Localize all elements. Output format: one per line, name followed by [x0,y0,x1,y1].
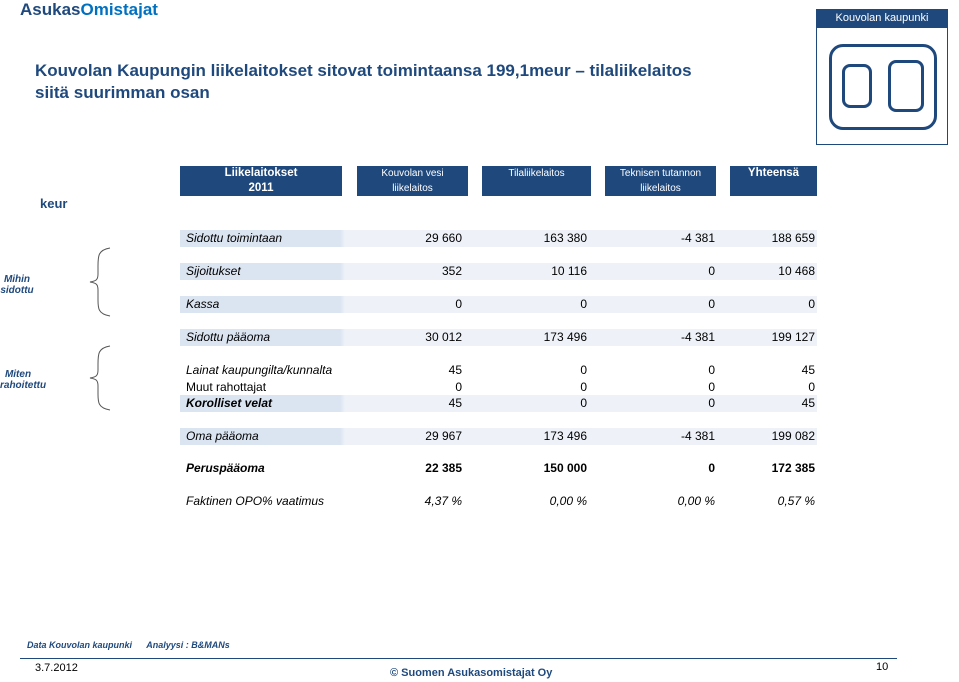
cell-value: -4 381 [680,429,715,443]
header-graphic-shape-right [888,60,924,112]
table-row [180,329,817,346]
row-label: Peruspääoma [186,461,265,475]
cell-value: 188 659 [771,231,815,245]
header-graphic-frame [829,44,937,130]
cell-value: 0 [708,461,715,475]
logo [20,0,158,20]
cell-value: 0 [580,297,587,311]
footer-divider [20,658,897,659]
cell-value: 173 496 [543,429,587,443]
footer-analysis: Analyysi : B&MANs [146,640,230,650]
column-header-line2: 2011 [248,182,274,194]
cell-value: 29 967 [425,429,462,443]
table-row [180,263,817,280]
footer-data-source: Data Kouvolan kaupunki [27,640,133,650]
cell-value: 45 [801,396,815,410]
cell-value: 45 [448,396,462,410]
cell-value: 45 [448,363,462,377]
column-header-kouvolan-vesi [357,166,468,196]
cell-value: -4 381 [680,231,715,245]
cell-value: 29 660 [425,231,462,245]
table-row [180,428,817,445]
cell-value: 0 [708,363,715,377]
table-row [180,395,817,412]
cell-value: 0 [808,297,815,311]
table-row [180,296,817,313]
cell-value: 0 [808,380,815,394]
table-row [180,362,817,379]
city-badge: Kouvolan kaupunki [816,9,948,27]
column-header-liikelaitokset [180,166,342,196]
brace-bound [84,246,114,318]
page-title: Kouvolan Kaupungin liikelaitokset sitovat toimintaansa 199,1meur – tilaliikelaitos siitä suurimman osan [35,61,692,102]
row-label: Faktinen OPO% vaatimus [186,494,325,508]
group-label-bound: Mihin sidottu [0,274,34,296]
header-graphic-shape-left [842,64,872,108]
cell-value: 0,57 % [777,494,815,508]
unit-label: keur [40,196,68,211]
cell-value: 150 000 [543,461,587,475]
cell-value: 0 [708,380,715,394]
cell-value: 199 082 [771,429,815,443]
cell-value: 10 468 [778,264,815,278]
cell-value: 0 [580,396,587,410]
cell-value: -4 381 [680,330,715,344]
header-graphic [816,27,948,145]
column-header-line1: Yhteensä [747,167,800,179]
row-label: Sidottu pääoma [186,330,271,344]
footer-date: 3.7.2012 [35,662,78,674]
cell-value: 0 [455,297,462,311]
cell-value: 163 380 [543,231,587,245]
table-row [180,460,817,477]
cell-value: 0 [580,380,587,394]
column-header-line1: Liikelaitokset [224,167,298,179]
brace-financed [84,344,114,412]
cell-value: 0,00 % [549,494,587,508]
row-label: Sidottu toimintaan [186,231,283,245]
group-label-financed: Miten rahoitettu [0,369,47,391]
cell-value: 0 [455,380,462,394]
table-row [180,493,817,510]
row-label: Kassa [186,297,220,311]
row-label: Muut rahottajat [186,380,267,394]
column-header-tilaliikelaitos [482,166,591,196]
cell-value: 172 385 [771,461,815,475]
column-header-line1: Kouvolan vesi [381,168,444,179]
column-header-line1: Teknisen tutannon [619,168,702,179]
column-header-line2: liikelaitos [392,183,433,194]
cell-value: 173 496 [543,330,587,344]
cell-value: 0 [708,264,715,278]
cell-value: 0 [580,363,587,377]
cell-value: 45 [801,363,815,377]
column-header-yhteensa [730,166,817,196]
cell-value: 352 [441,264,462,278]
row-label: Sijoitukset [186,264,241,278]
row-label: Oma pääoma [186,429,259,443]
cell-value: 4,37 % [424,494,462,508]
logo-part1: Asukas [20,0,81,19]
row-label: Lainat kaupungilta/kunnalta [186,363,333,377]
table-row [180,379,817,396]
table-row [180,230,817,247]
page-number: 10 [876,661,889,673]
column-header-line1: Tilaliikelaitos [508,168,565,179]
column-header-teknisen [605,166,716,196]
cell-value: 0 [708,297,715,311]
cell-value: 0,00 % [677,494,715,508]
cell-value: 0 [708,396,715,410]
logo-part2: Omistajat [80,0,158,19]
cell-value: 22 385 [425,461,462,475]
footer-copyright: © Suomen Asukasomistajat Oy [390,667,553,679]
column-header-line2: liikelaitos [640,183,681,194]
cell-value: 10 116 [551,264,587,278]
row-label: Korolliset velat [186,396,273,410]
footer-sources [27,640,242,650]
cell-value: 199 127 [771,330,815,344]
cell-value: 30 012 [425,330,462,344]
